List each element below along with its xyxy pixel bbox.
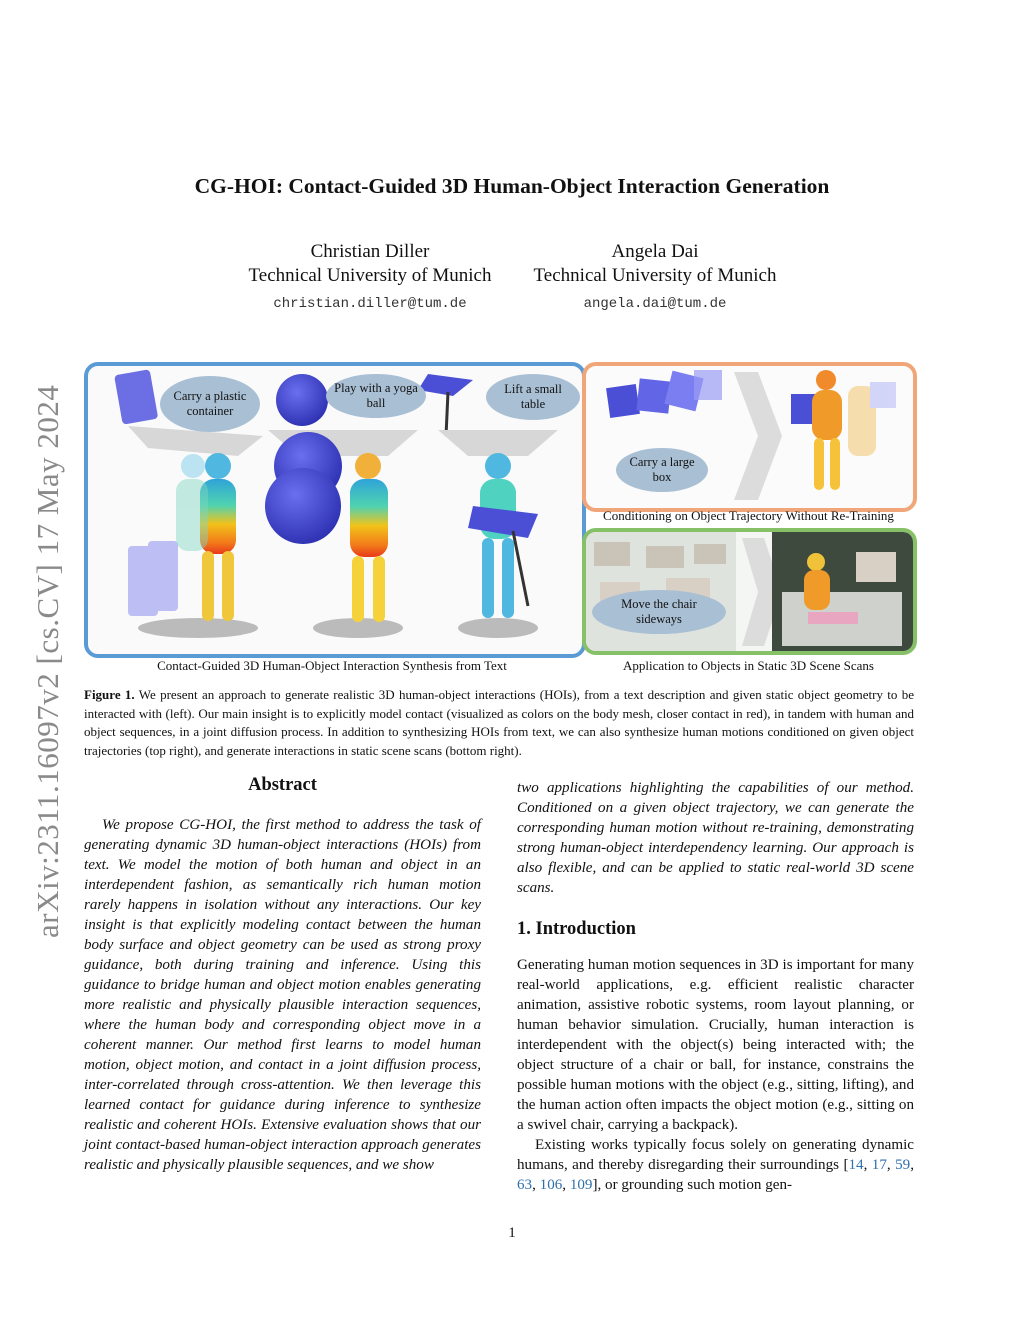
citation-link[interactable]: 109 bbox=[569, 1177, 593, 1193]
citation-link[interactable]: 17 bbox=[871, 1157, 887, 1173]
figure-label: Figure 1. bbox=[84, 687, 135, 702]
figure-panel-text-to-hoi bbox=[84, 362, 586, 658]
human-figure bbox=[350, 453, 388, 622]
prompt-bubble: Play with a yoga ball bbox=[326, 374, 426, 418]
abstract-heading: Abstract bbox=[248, 775, 317, 795]
introduction-paragraph: Generating human motion sequences in 3D is important for many real-world applications, e.g. efficient realistic character animation, assistive robotic systems, room layout planning, or human behavior simulation. Crucially, human interaction is interdependent with the object(s) being interacted with; the object structure of a chair or ball, for instance, constrains the possible human motions with the object (e.g., sitting, lifting), and the human action often impacts the object motion (e.g., sitting on a swivel chair, carrying a backpack). bbox=[517, 957, 914, 1133]
abstract-text: We propose CG-HOI, the first method to address the task of generating dynamic 3D human-object interactions (HOIs) from text. We model the motion of both human and object in an interdependent fashion, as semantically rich human motion rarely happens in isolation without any interactions. Our key insight is that explicitly modeling contact between the human body surface and object geometry can be used as strong proxy guidance, both during training and inference. Using this guidance to bridge human and object motion enables generating more realistic and physically plausible interaction sequences, where the human body and corresponding object move in a coherent manner. Our method first learns to model human motion, object motion, and contact in a joint diffusion process, inter-correlated through cross-attention. We then leverage this learned contact for guidance during inference to synthesize realistic and coherent HOIs. Extensive evaluation shows that our joint contact-based human-object interaction approach generates realistic and physically plausible sequences, and we show bbox=[84, 817, 481, 1173]
figure-panel-scene-scans bbox=[582, 528, 917, 655]
abstract-continuation: two applications highlighting the capabilities of our method. Conditioned on a given object trajectory, we can generate the corresponding human motion without re-training, demonstrating strong human-object interdependency learning. Our approach is also flexible, and can be applied to static real-world 3D scene scans. bbox=[517, 780, 914, 896]
prompt-bubble: Carry a large box bbox=[616, 448, 708, 492]
prompt-bubble: Move the chair sideways bbox=[592, 590, 726, 634]
arxiv-side-label: arXiv:2311.16097v2 [cs.CV] 17 May 2024 bbox=[30, 384, 65, 938]
figure-panel-object-trajectory bbox=[582, 362, 917, 512]
panel-caption-top-right: Conditioning on Object Trajectory Without Re-Training bbox=[603, 508, 894, 523]
prompt-bubble: Carry a plastic container bbox=[160, 376, 260, 432]
panel-caption-left: Contact-Guided 3D Human-Object Interaction Synthesis from Text bbox=[157, 658, 507, 673]
paper-title: CG-HOI: Contact-Guided 3D Human-Object Interaction Generation bbox=[194, 174, 830, 198]
author-email[interactable]: angela.dai@tum.de bbox=[583, 296, 727, 312]
author-name: Angela Dai bbox=[611, 241, 699, 262]
introduction-heading: 1. Introduction bbox=[517, 919, 636, 939]
figure-caption bbox=[84, 686, 914, 760]
page-number: 1 bbox=[508, 1225, 516, 1241]
prompt-bubble: Lift a small table bbox=[486, 374, 580, 420]
panel-caption-bottom-right: Application to Objects in Static 3D Scene Scans bbox=[623, 658, 874, 673]
citation-link[interactable]: 63 bbox=[517, 1177, 533, 1193]
author-name: Christian Diller bbox=[310, 241, 430, 262]
author-2 bbox=[485, 240, 825, 316]
citation-link[interactable]: 106 bbox=[539, 1177, 563, 1193]
author-affiliation: Technical University of Munich bbox=[248, 265, 492, 286]
figure-caption-text: We present an approach to generate realistic 3D human-object interactions (HOIs), from a text description and given static object geometry to be interacted with (left). Our main insight is to explicitly model contact (visualized as colors on the body mesh, closer contact in red), in tandem with human and object sequences, in a joint diffusion process. In addition to synthesizing HOIs from text, we can also synthesize human motions conditioned on given object trajectories (top right), and generate interactions in static scene scans (bottom right). bbox=[84, 687, 915, 758]
author-affiliation: Technical University of Munich bbox=[533, 265, 777, 286]
introduction-paragraph: Existing works typically focus solely on generating dynamic humans, and thereby disregarding their surroundings [14, 17, 59, 63, 106, 109], or grounding such motion gen- bbox=[517, 1137, 914, 1193]
human-figure bbox=[480, 453, 516, 618]
citation-link[interactable]: 14 bbox=[848, 1157, 864, 1173]
author-email[interactable]: christian.diller@tum.de bbox=[273, 296, 467, 312]
citation-link[interactable]: 59 bbox=[895, 1157, 911, 1173]
human-figure bbox=[812, 370, 842, 490]
